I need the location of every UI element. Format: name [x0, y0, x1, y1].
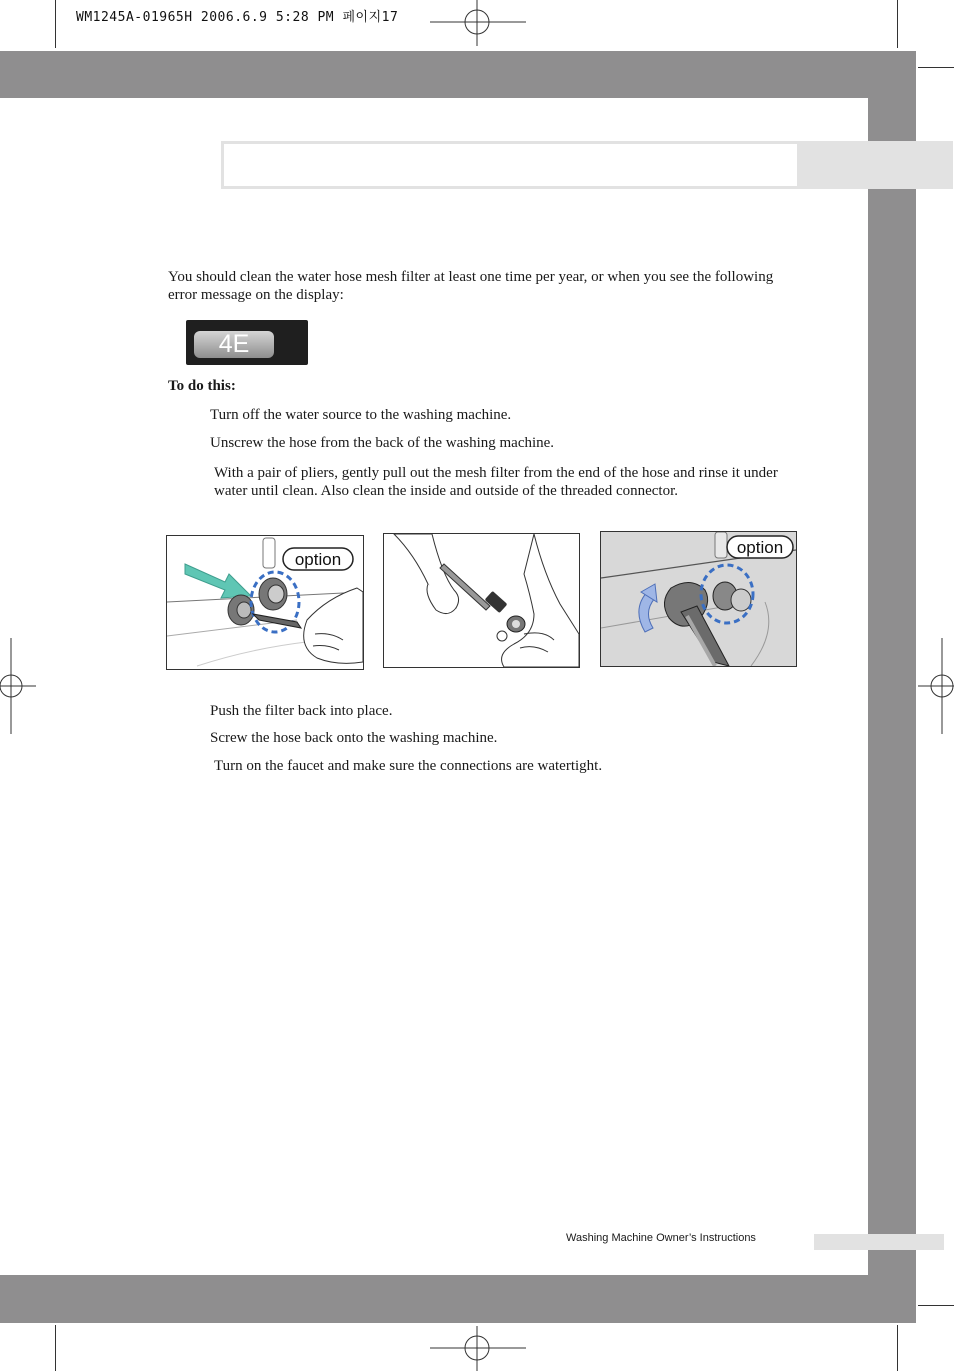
registration-mark-top [430, 0, 526, 46]
print-header: WM1245A-01965H 2006.6.9 5:28 PM 페이지17 [76, 10, 399, 25]
registration-mark-right [918, 638, 954, 734]
registration-mark-bottom [430, 1326, 526, 1371]
step-turn-off-water: Turn off the water source to the washing machine. [210, 407, 512, 423]
option-badge-1: option [294, 550, 342, 569]
right-band [868, 98, 916, 1275]
todo-heading: To do this: [168, 378, 236, 394]
footer-page-tab [814, 1234, 944, 1250]
step-screw-hose: Screw the hose back onto the washing machine. [210, 730, 498, 746]
option-badge-3: option [736, 538, 784, 557]
error-code: 4E [218, 330, 250, 358]
reattach-hose-illustration [600, 531, 797, 667]
footer-title: Washing Machine Owner’s Instructions [566, 1232, 756, 1244]
step-remove-filter: With a pair of pliers, gently pull out the mesh filter from the end of the hose and rinse it under water until clean. Also clean the inside and outside of the threaded connector. [214, 465, 778, 499]
registration-mark-left [0, 638, 36, 734]
intro-paragraph: You should clean the water hose mesh filter at least one time per year, or when you see the following error message on the display: [168, 269, 774, 303]
pliers-remove-filter-illustration [166, 535, 364, 670]
top-band [0, 51, 916, 98]
step-turn-on-faucet: Turn on the faucet and make sure the connections are watertight. [214, 758, 603, 774]
brush-clean-filter-illustration [383, 533, 580, 668]
step-unscrew-hose: Unscrew the hose from the back of the washing machine. [210, 435, 555, 451]
bottom-band [0, 1275, 916, 1323]
step-push-filter: Push the filter back into place. [210, 703, 393, 719]
section-title-bar [221, 141, 797, 189]
section-title-tab [797, 141, 953, 189]
